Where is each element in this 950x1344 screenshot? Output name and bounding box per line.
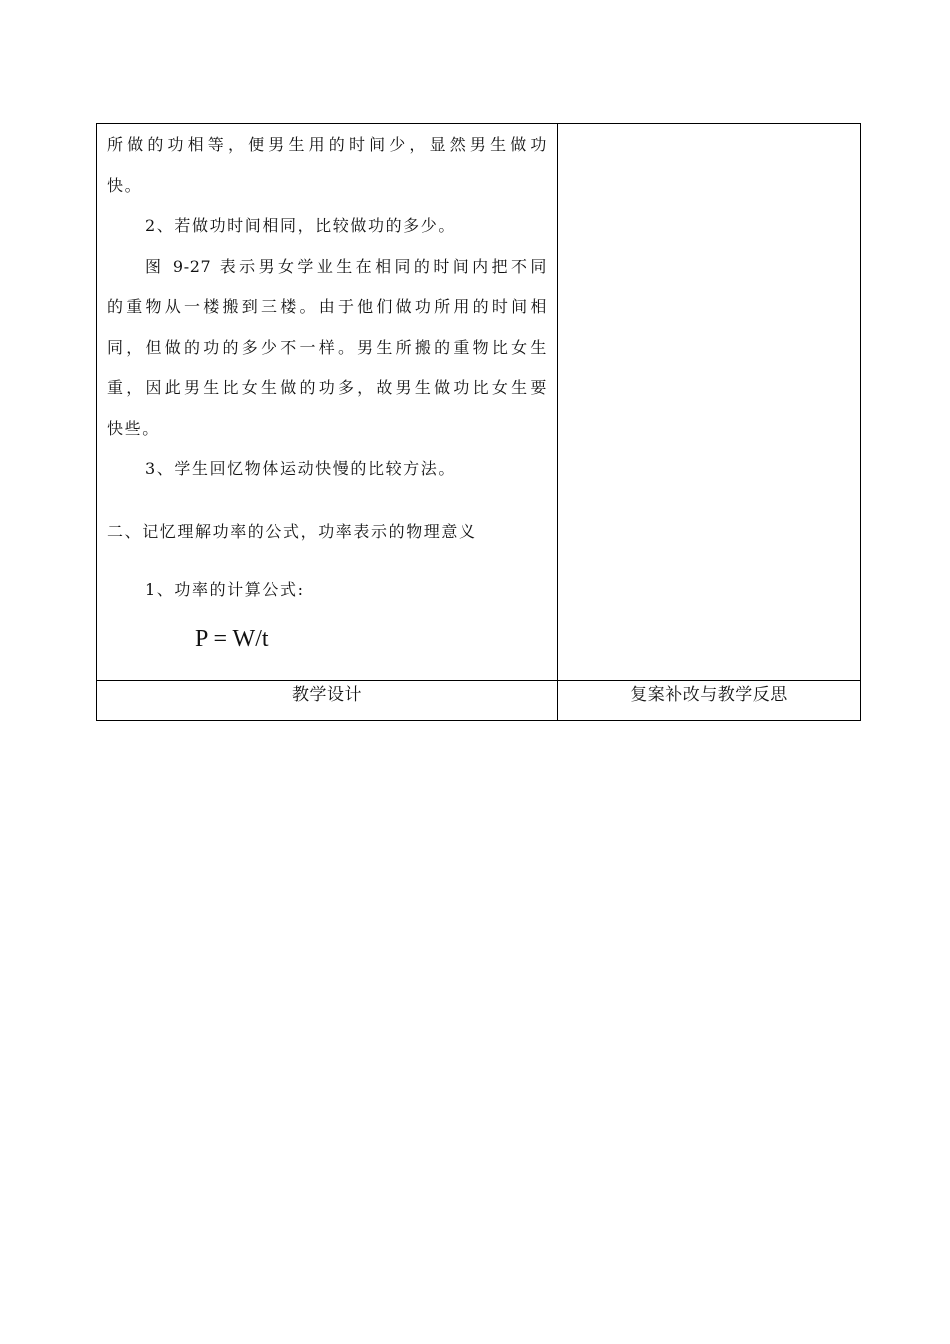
reflection-header: 复案补改与教学反思 bbox=[558, 681, 861, 721]
text-line: 的重物从一楼搬到三楼。由于他们做功所用的时间相 bbox=[107, 297, 547, 316]
text-line: 快些。 bbox=[107, 418, 160, 438]
text-line: 所做的功相等，便男生用的时间少，显然男生做功 bbox=[107, 135, 547, 154]
text-line: 1、功率的计算公式: bbox=[145, 580, 305, 599]
text-line: 同，但做的功的多少不一样。男生所搬的重物比女生 bbox=[107, 337, 547, 357]
teaching-design-header: 教学设计 bbox=[97, 681, 558, 721]
section-heading: 二、记忆理解功率的公式，功率表示的物理意义 bbox=[107, 521, 477, 541]
lesson-plan-table bbox=[96, 123, 861, 721]
header-row bbox=[97, 681, 861, 721]
text-line: 重，因此男生比女生做的功多，故男生做功比女生要 bbox=[107, 378, 547, 397]
content-row bbox=[97, 124, 861, 681]
teaching-design-content bbox=[97, 124, 557, 680]
teaching-design-cell bbox=[97, 124, 558, 681]
text-line: 快。 bbox=[107, 175, 143, 195]
text-line: 图 9-27 表示男女学业生在相同的时间内把不同 bbox=[145, 256, 547, 276]
text-line: 3、学生回忆物体运动快慢的比较方法。 bbox=[145, 459, 456, 478]
text-line: 2、若做功时间相同，比较做功的多少。 bbox=[145, 216, 456, 235]
reflection-cell bbox=[558, 124, 861, 681]
power-formula: P = W/t bbox=[195, 625, 269, 652]
